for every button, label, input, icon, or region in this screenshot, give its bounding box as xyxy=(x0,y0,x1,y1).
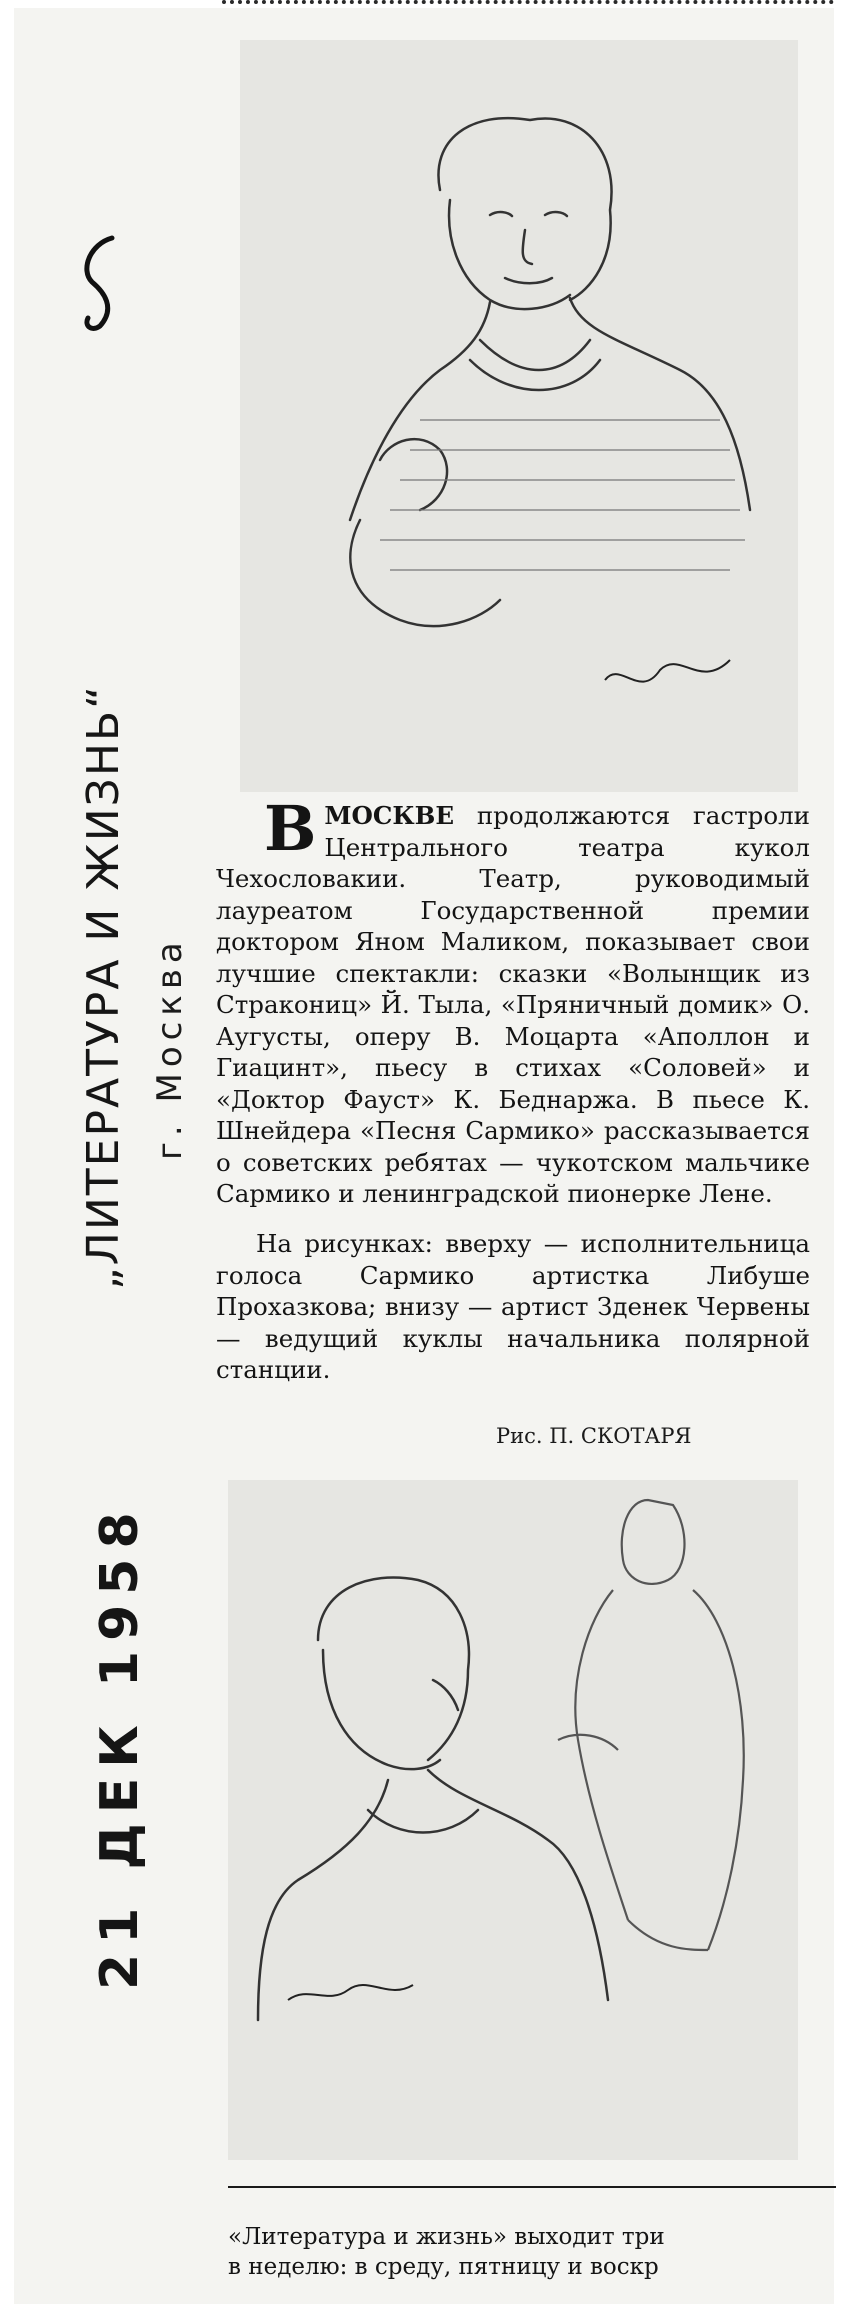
caption-text: вверху — исполнительница голоса Сармико артистка Либуше Прохазкова; внизу — артист Зденек Червены — ведущий куклы начальника полярной станции. xyxy=(216,1229,810,1384)
caption-label: На рисунках: xyxy=(256,1229,433,1258)
city-stamp: г. Москва xyxy=(150,936,190,1160)
article-text: продолжаются гастроли Центрального театра кукол Чехословакии. Театр, руководимый лауреатом Государственной премии доктором Яном Маликом, показывает свои лучшие спектакли: сказки «Волынщик из Стракониц» Й. Тыла, «Пряничный домик» О. Аугусты, оперу В. Моцарта «Аполлон и Гиацинт», пьесу в стихах «Соловей» и «Доктор Фауст» К. Беднаржа. В пьесе К. Шнейдера «Песня Сармико» рассказывается о советских ребятах — чукотском мальчике Сармико и ленинградской пионерке Лене. xyxy=(216,801,810,1208)
article-lead: МОСКВЕ xyxy=(324,801,455,830)
handwritten-mark xyxy=(70,230,130,340)
dotted-cut-line xyxy=(222,0,834,4)
page-margin xyxy=(836,0,858,2310)
footer-line-2: в неделю: в среду, пятницу и воскр xyxy=(228,2254,659,2280)
footer-line-1: «Литература и жизнь» выходит три xyxy=(228,2224,665,2250)
footer-rule xyxy=(228,2186,848,2188)
illustration-top-portrait xyxy=(240,40,798,792)
illustration-credit: Рис. П. СКОТАРЯ xyxy=(496,1424,692,1448)
figure-caption xyxy=(216,1228,810,1386)
illustration-bottom-portrait xyxy=(228,1480,798,2160)
publication-stamp: „ЛИТЕРАТУРА И ЖИЗНЬ“ xyxy=(78,684,129,1290)
footer-note xyxy=(228,2222,838,2282)
article-body xyxy=(216,792,810,1210)
date-stamp: 21 ДЕК 1958 xyxy=(90,1502,150,1990)
dropcap: В xyxy=(264,792,317,865)
